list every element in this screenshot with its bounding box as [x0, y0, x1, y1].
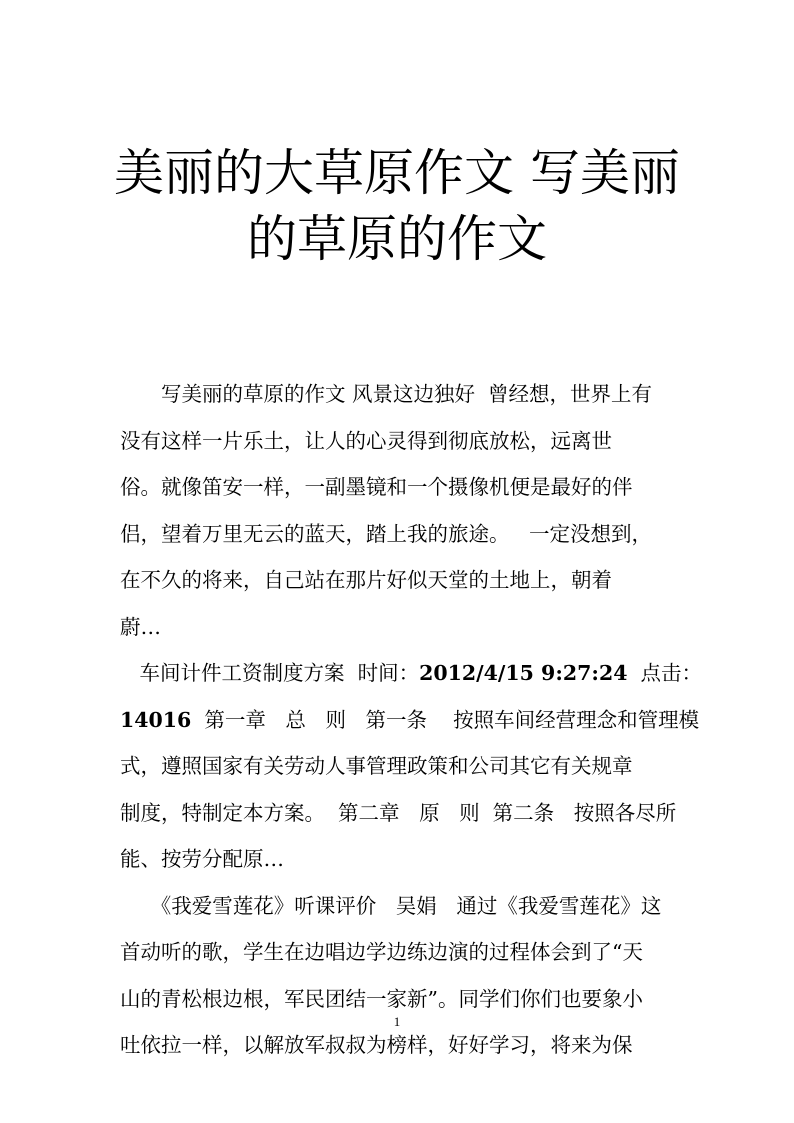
body-line-7-head: 车间计件工资制度方案 时间：: [120, 661, 420, 685]
document-body: [120, 371, 703, 1069]
body-line-7-timestamp: 2012/4/15 9:27:24: [419, 661, 628, 685]
body-line-7-tail: 点击：: [627, 661, 703, 685]
body-line-7: [120, 650, 703, 697]
body-line-6: 蔚…: [120, 614, 161, 639]
page-number: 1: [393, 1014, 401, 1029]
body-line-3: 俗。就像笛安一样，一副墨镜和一个摄像机便是最好的伴: [120, 475, 633, 499]
body-line-15: 吐依拉一样，以解放军叔叔为榜样，好好学习，将来为保: [120, 1033, 633, 1057]
title-line-1: 美丽的大草原作文 写美丽: [114, 144, 680, 202]
body-line-5: 在不久的将来，自己站在那片好似天堂的土地上，朝着: [120, 568, 612, 592]
body-line-13: 首动听的歌，学生在边唱边学边练边演的过程体会到了“天: [120, 940, 643, 964]
body-line-10: 制度，特制定本方案。 第二章 原 则 第二条 按照各尽所: [120, 800, 677, 825]
body-line-11: 能、按劳分配原…: [120, 847, 284, 871]
body-line-8-rest: 第一章 总 则 第一条 按照车间经营理念和管理模: [191, 707, 700, 732]
body-line-14: 山的青松根边根，军民团结一家新”。同学们你们也要象小: [120, 986, 643, 1011]
body-line-4: 侣，望着万里无云的蓝天，踏上我的旅途。 一定没想到，: [120, 521, 653, 546]
body-line-9: 式，遵照国家有关劳动人事管理政策和公司其它有关规章: [120, 754, 633, 778]
title-line-2: 的草原的作文: [247, 210, 547, 268]
body-line-2: 没有这样一片乐土，让人的心灵得到彻底放松，远离世: [120, 428, 612, 453]
body-line-8-number: 14016: [120, 707, 192, 732]
body-line-8: [120, 697, 700, 744]
document-title: [100, 140, 694, 272]
body-line-1: 写美丽的草原的作文 风景这边独好 曾经想，世界上有: [120, 382, 653, 406]
body-line-12: 《我爱雪莲花》听课评价 吴娟 通过《我爱雪莲花》这: [120, 893, 662, 918]
